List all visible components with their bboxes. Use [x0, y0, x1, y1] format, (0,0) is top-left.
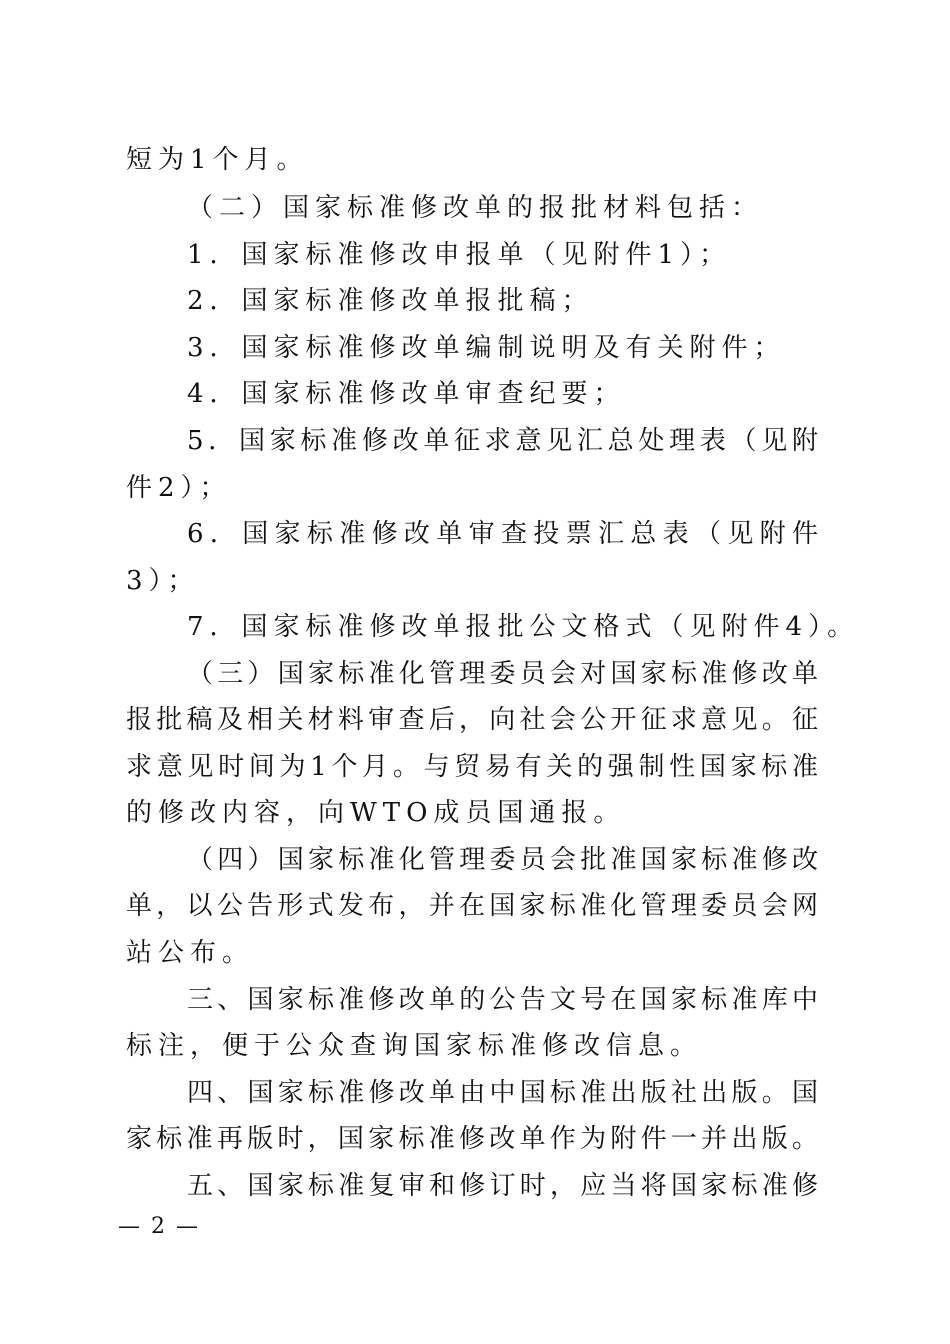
text-line: 三、国家标准修改单的公告文号在国家标准库中 — [187, 985, 818, 1015]
text-line: 1．国家标准修改申报单（见附件1）； — [187, 240, 732, 270]
page-number: — 2 — — [118, 1214, 200, 1239]
text-line: 五、国家标准复审和修订时，应当将国家标准修 — [187, 1171, 818, 1201]
text-line: 四、国家标准修改单由中国标准出版社出版。国 — [187, 1078, 818, 1108]
text-line: 6．国家标准修改单审查投票汇总表（见附件 — [187, 519, 818, 549]
text-line: 3）； — [126, 566, 200, 596]
text-line: 家标准再版时，国家标准修改单作为附件一并出版。 — [126, 1124, 818, 1154]
text-line: 标注，便于公众查询国家标准修改信息。 — [126, 1031, 703, 1061]
text-line: （三）国家标准化管理委员会对国家标准修改单 — [187, 659, 818, 689]
text-line: 站公布。 — [126, 938, 255, 968]
text-line: 5．国家标准修改单征求意见汇总处理表（见附 — [187, 426, 818, 456]
text-line: 单，以公告形式发布，并在国家标准化管理委员会网 — [126, 891, 818, 921]
text-line: 2．国家标准修改单报批稿； — [187, 286, 594, 316]
text-line: 4．国家标准修改单审查纪要； — [187, 379, 626, 409]
text-line: 求意见时间为1个月。与贸易有关的强制性国家标准 — [126, 752, 818, 782]
text-line: 3．国家标准修改单编制说明及有关附件； — [187, 333, 786, 363]
text-line: 7．国家标准修改单报批公文格式（见附件4）。 — [187, 612, 860, 642]
text-line: 报批稿及相关材料审查后，向社会公开征求意见。征 — [126, 705, 818, 735]
text-line: 短为1个月。 — [126, 145, 309, 175]
text-line: （四）国家标准化管理委员会批准国家标准修改 — [187, 845, 818, 875]
text-line: 件2）； — [126, 473, 232, 503]
text-line: （二）国家标准修改单的报批材料包括： — [187, 193, 764, 223]
text-line: 的修改内容，向WTO成员国通报。 — [126, 798, 626, 828]
